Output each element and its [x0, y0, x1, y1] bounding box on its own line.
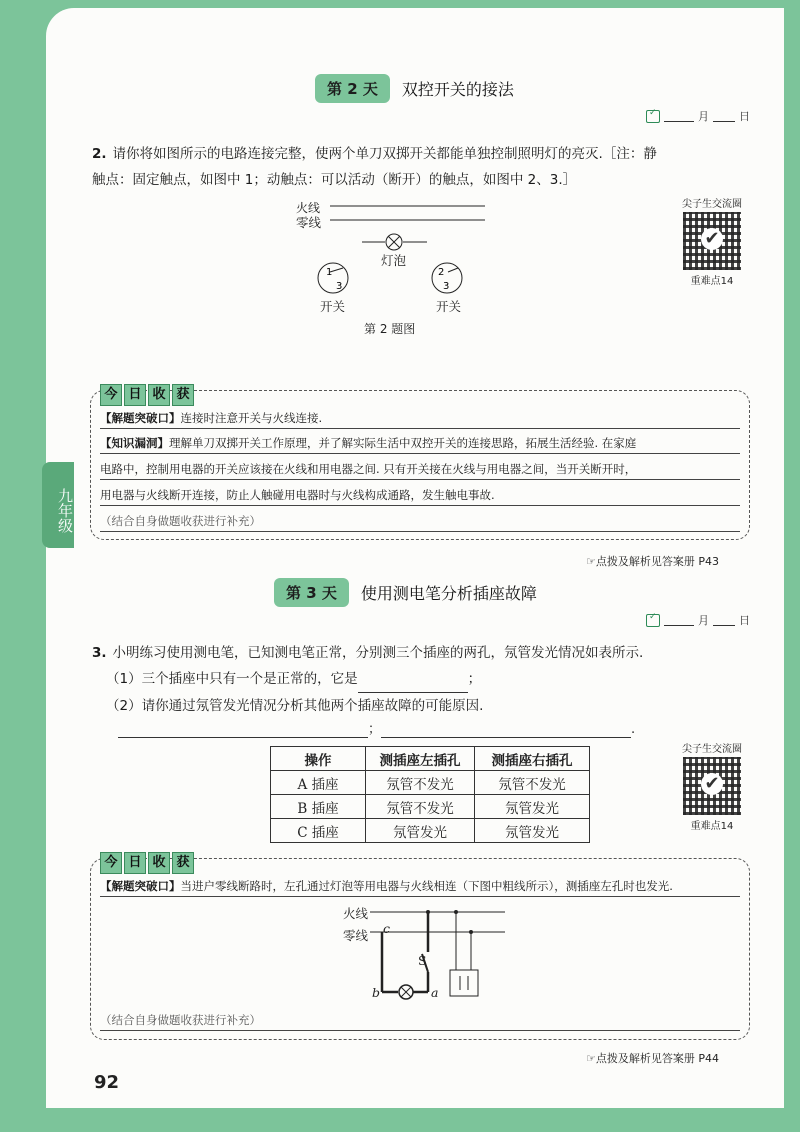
answer-blank-2b[interactable] — [381, 722, 631, 738]
day-label: 日 — [739, 110, 750, 123]
day2-date — [646, 108, 750, 124]
month-blank[interactable] — [664, 614, 694, 626]
harvest-line: 用电器与火线断开连接，防止人触碰用电器时与火线构成通路，发生触电事故. — [100, 485, 740, 506]
calendar-icon — [646, 110, 660, 123]
table-cell: 氖管不发光 — [475, 771, 590, 795]
month-label: 月 — [698, 110, 709, 123]
blank-end: . — [631, 722, 636, 737]
question-number: 2. — [92, 146, 107, 162]
switch1-label: 开关 — [320, 299, 346, 314]
table-row — [271, 771, 590, 795]
table-cell: C 插座 — [271, 819, 366, 843]
table-header: 测插座右插孔 — [475, 747, 590, 771]
harvest-char: 获 — [172, 852, 194, 874]
table-row — [271, 819, 590, 843]
answer-blank-2a[interactable] — [118, 722, 368, 738]
table-cell: 氖管不发光 — [366, 795, 475, 819]
svg-text:2: 2 — [438, 267, 445, 278]
table-cell: A 插座 — [271, 771, 366, 795]
table-cell: 氖管发光 — [366, 819, 475, 843]
day-blank[interactable] — [713, 110, 735, 122]
harvest-char: 收 — [148, 384, 170, 406]
table-header: 测插座左插孔 — [366, 747, 475, 771]
harvest-line — [100, 876, 740, 897]
day3-title: 使用测电笔分析插座故障 — [360, 584, 537, 603]
question-text: 小明练习使用测电笔，已知测电笔正常，分别测三个插座的两孔，氖管发光情况如表所示. — [112, 645, 644, 661]
harvest-char: 获 — [172, 384, 194, 406]
answer-blanks-2 — [118, 718, 635, 738]
day3-harvest-label — [100, 852, 194, 874]
month-blank[interactable] — [664, 110, 694, 122]
harvest-char: 今 — [100, 384, 122, 406]
qr-title: 尖子生交流圈 — [682, 744, 742, 755]
answer-reference-p44[interactable]: ☞点拨及解析见答案册 P44 — [586, 1052, 719, 1065]
question-text-line1: 请你将如图所示的电路连接完整，使两个单刀双掷开关都能单独控制照明灯的亮灭.［注：静 — [112, 146, 657, 162]
answer-blank-1[interactable] — [358, 666, 468, 693]
blank-separator: ； — [368, 722, 382, 737]
qr-title: 尖子生交流圈 — [682, 199, 742, 210]
harvest-char: 日 — [124, 852, 146, 874]
question-3 — [92, 640, 742, 719]
harvest-char: 日 — [124, 384, 146, 406]
socket-test-table — [270, 746, 590, 843]
day-blank[interactable] — [713, 614, 735, 626]
check-icon: ✔ — [701, 773, 723, 795]
fire-line-label: 火线 — [343, 906, 369, 921]
harvest-line — [100, 433, 740, 454]
page-number: 92 — [94, 1072, 120, 1093]
day-label: 日 — [739, 614, 750, 627]
harvest-char: 收 — [148, 852, 170, 874]
day3-header — [274, 578, 537, 607]
harvest-text: 连接时注意开关与火线连接. — [180, 411, 323, 425]
day2-badge: 第 2 天 — [315, 74, 390, 103]
sub-question-1: （1）三个插座中只有一个是正常的，它是 — [106, 671, 358, 687]
svg-text:3: 3 — [336, 281, 343, 292]
harvest-note[interactable]: （结合自身做题收获进行补充） — [100, 511, 740, 532]
sub-question-1-end: ； — [467, 671, 482, 687]
day2-title: 双控开关的接法 — [401, 80, 514, 99]
day2-header — [315, 74, 514, 103]
harvest-line — [100, 408, 740, 429]
fire-line-label: 火线 — [296, 201, 321, 215]
bulb-label: 灯泡 — [381, 253, 407, 268]
switch2-label: 开关 — [436, 299, 462, 314]
qr-subtitle: 重难点14 — [690, 821, 734, 832]
table-header: 操作 — [271, 747, 366, 771]
qr-code-day3[interactable] — [677, 740, 747, 832]
day3-badge: 第 3 天 — [274, 578, 349, 607]
answer-reference-p43[interactable]: ☞点拨及解析见答案册 P43 — [586, 555, 719, 568]
table-cell: 氖管发光 — [475, 819, 590, 843]
table-row — [271, 795, 590, 819]
node-c-label: c — [383, 921, 391, 936]
harvest-line: 电路中，控制用电器的开关应该接在火线和用电器之间. 只有开关接在火线与用电器之间，当开关断开时， — [100, 459, 740, 480]
node-a-label: a — [431, 985, 439, 1000]
harvest-text: 当进户零线断路时，左孔通过灯泡等用电器与火线相连（下图中粗线所示），测插座左孔时也发光. — [180, 879, 673, 893]
check-icon: ✔ — [701, 228, 723, 250]
question-number: 3. — [92, 645, 107, 661]
svg-text:1: 1 — [326, 267, 333, 278]
table-header-row — [271, 747, 590, 771]
table-cell: 氖管发光 — [475, 795, 590, 819]
month-label: 月 — [698, 614, 709, 627]
table-cell: B 插座 — [271, 795, 366, 819]
qr-code-icon — [683, 212, 741, 270]
switch-s-label: S — [418, 953, 427, 968]
harvest-char: 今 — [100, 852, 122, 874]
question-2 — [92, 141, 742, 193]
day3-date — [646, 612, 750, 628]
calendar-icon — [646, 614, 660, 627]
qr-code-icon — [683, 757, 741, 815]
zero-line-label: 零线 — [343, 928, 369, 943]
zero-line-label: 零线 — [296, 215, 322, 230]
harvest-text: 理解单刀双掷开关工作原理，并了解实际生活中双控开关的连接思路，拓展生活经验. 在家庭 — [169, 436, 637, 450]
day2-harvest-label — [100, 384, 194, 406]
figure-caption: 第 2 题图 — [364, 322, 416, 336]
svg-text:3: 3 — [443, 281, 450, 292]
tag-breakthrough: 【解题突破口】 — [100, 411, 181, 425]
sub-question-2: （2）请你通过氖管发光情况分析其他两个插座故障的可能原因. — [106, 698, 484, 714]
qr-code-day2[interactable] — [677, 195, 747, 287]
tag-breakthrough: 【解题突破口】 — [100, 879, 181, 893]
table-cell: 氖管不发光 — [366, 771, 475, 795]
question-text-line2: 触点：固定触点，如图中 1；动触点：可以活动（断开）的触点，如图中 2、3.］ — [92, 172, 577, 188]
tag-knowledge-gap: 【知识漏洞】 — [100, 436, 169, 450]
node-b-label: b — [372, 985, 381, 1000]
harvest-note[interactable]: （结合自身做题收获进行补充） — [100, 1010, 740, 1031]
grade-side-tab[interactable]: 九年级 — [42, 462, 74, 548]
qr-subtitle: 重难点14 — [690, 276, 734, 287]
